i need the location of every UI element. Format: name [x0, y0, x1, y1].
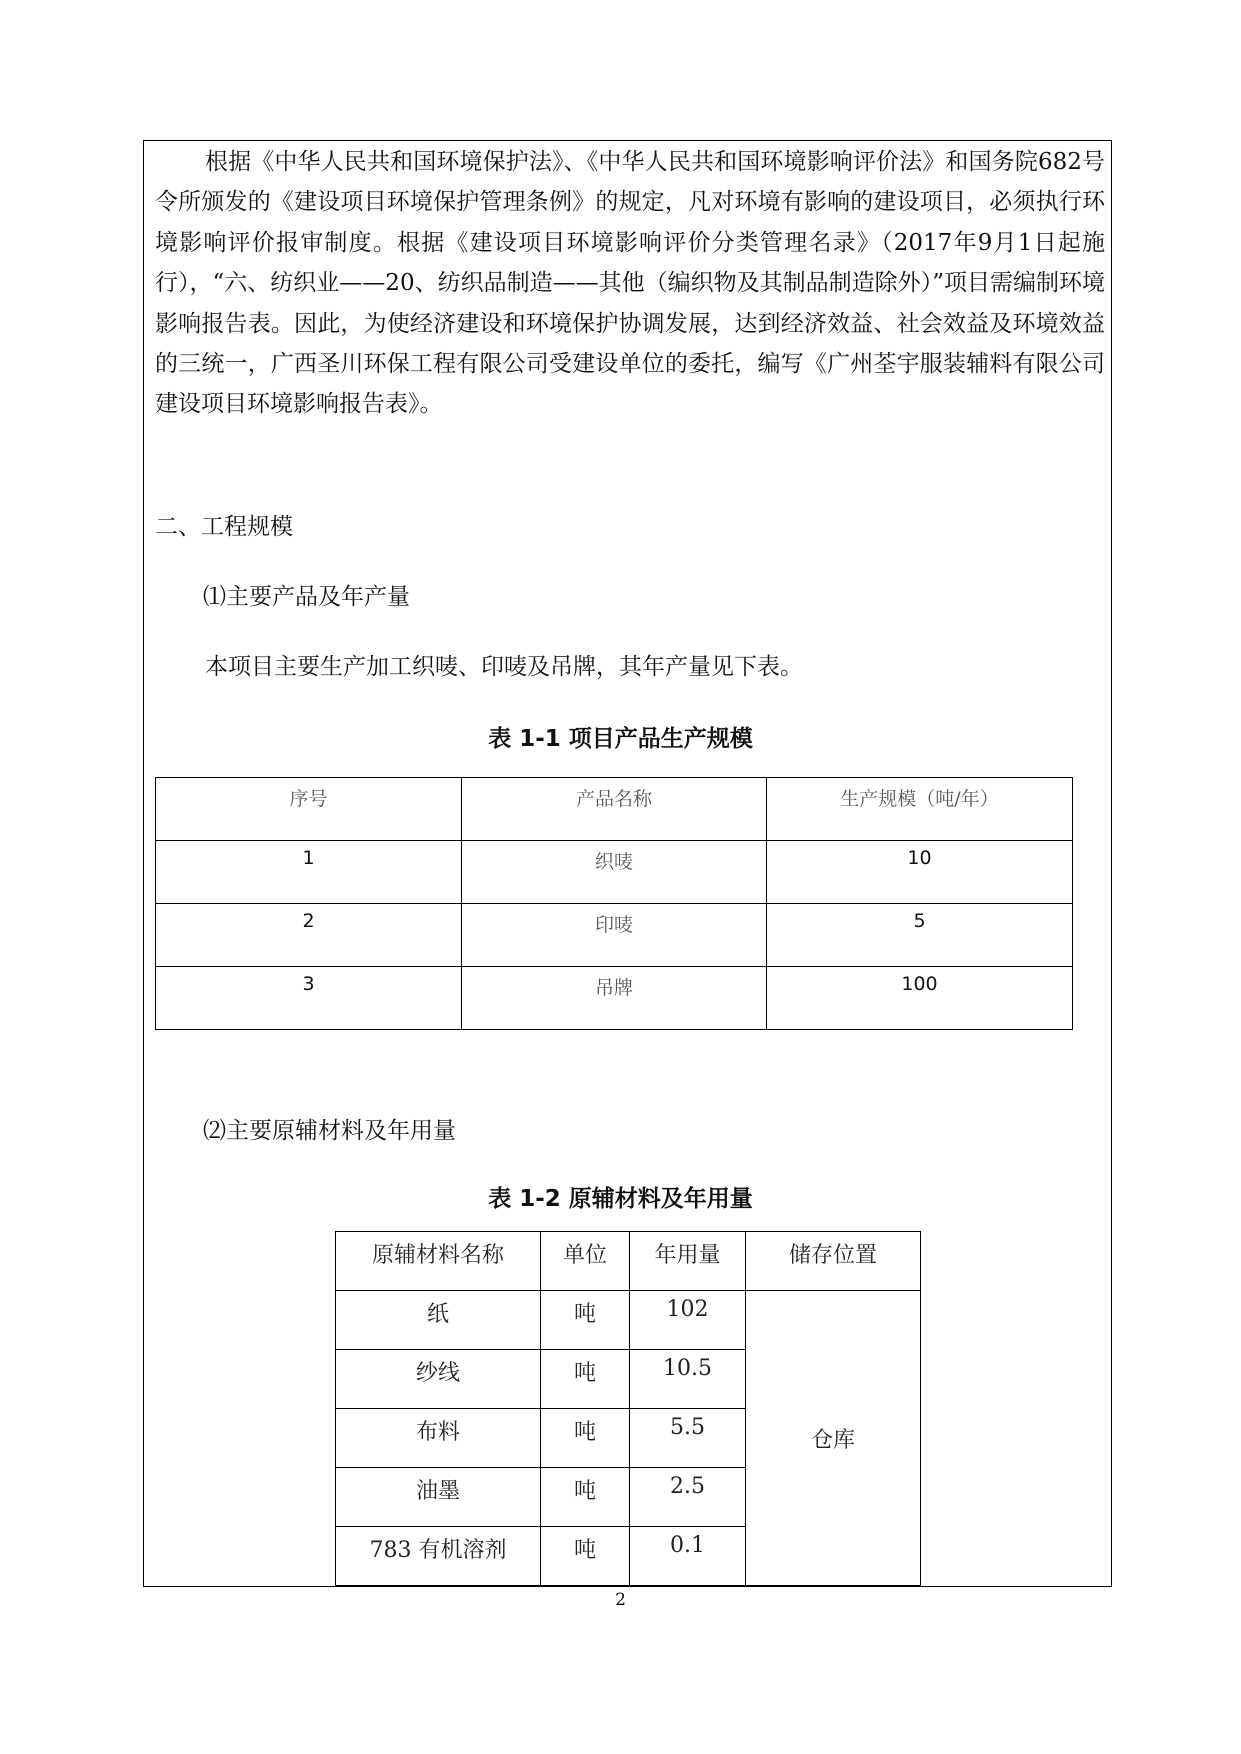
cell-index: 3: [156, 967, 462, 1030]
cell-scale: 5: [767, 904, 1073, 967]
cell-index: 2: [156, 904, 462, 967]
intro-paragraph: 根据《中华人民共和国环境保护法》、《中华人民共和国环境影响评价法》和国务院682号令所颁发的《建设项目环境保护管理条例》的规定，凡对环境有影响的建设项目，必须执行环境影响评价报审制度。根据《建设项目环境影响评价分类管理名录》（2017年9月1日起施行），“六、纺织业——20、纺织品制造——其他（编织物及其制品制造除外）”项目需编制环境影响报告表。因此，为使经济建设和环境保护协调发展，达到经济效益、社会效益及环境效益的三统一，广西圣川环保工程有限公司受建设单位的委托，编写《广州荃宇服装辅料有限公司建设项目环境影响报告表》。: [155, 149, 1105, 418]
header-cell: 年用量: [630, 1232, 746, 1291]
cell-amount: 10.5: [630, 1350, 746, 1409]
cell-amount: 2.5: [630, 1468, 746, 1527]
table2-caption: 表 1-2 原辅材料及年用量: [488, 1186, 753, 1212]
table-row: [156, 904, 1073, 967]
cell-material: 布料: [336, 1409, 541, 1468]
cell-product: 吊牌: [462, 967, 767, 1030]
cell-unit: 吨: [541, 1350, 630, 1409]
table-row: [156, 841, 1073, 904]
materials-table: [335, 1231, 921, 1586]
cell-material: 纸: [336, 1291, 541, 1350]
table-header-row: [156, 778, 1073, 841]
sub1-heading: ⑴主要产品及年产量: [203, 584, 410, 610]
cell-product: 印唛: [462, 904, 767, 967]
cell-material: 783 有机溶剂: [336, 1527, 541, 1586]
cell-product: 织唛: [462, 841, 767, 904]
cell-amount: 5.5: [630, 1409, 746, 1468]
cell-storage: 仓库: [746, 1291, 921, 1586]
header-cell: 储存位置: [746, 1232, 921, 1291]
table1-caption: 表 1-1 项目产品生产规模: [488, 726, 753, 752]
product-table: [155, 777, 1073, 1030]
sub2-heading: ⑵主要原辅材料及年用量: [203, 1118, 456, 1144]
table-row: [336, 1291, 921, 1350]
header-cell: 序号: [156, 778, 462, 841]
section-heading: 二、工程规模: [155, 514, 293, 540]
header-cell: 生产规模（吨/年）: [767, 778, 1073, 841]
table-row: [156, 967, 1073, 1030]
header-cell: 产品名称: [462, 778, 767, 841]
cell-material: 油墨: [336, 1468, 541, 1527]
sub1-text: 本项目主要生产加工织唛、印唛及吊牌，其年产量见下表。: [205, 654, 803, 680]
header-cell: 单位: [541, 1232, 630, 1291]
header-cell: 原辅材料名称: [336, 1232, 541, 1291]
cell-material: 纱线: [336, 1350, 541, 1409]
cell-unit: 吨: [541, 1291, 630, 1350]
page-number: 2: [615, 1590, 626, 1610]
cell-unit: 吨: [541, 1527, 630, 1586]
cell-scale: 100: [767, 967, 1073, 1030]
cell-scale: 10: [767, 841, 1073, 904]
cell-unit: 吨: [541, 1468, 630, 1527]
cell-index: 1: [156, 841, 462, 904]
cell-unit: 吨: [541, 1409, 630, 1468]
cell-amount: 0.1: [630, 1527, 746, 1586]
table-header-row: [336, 1232, 921, 1291]
cell-amount: 102: [630, 1291, 746, 1350]
